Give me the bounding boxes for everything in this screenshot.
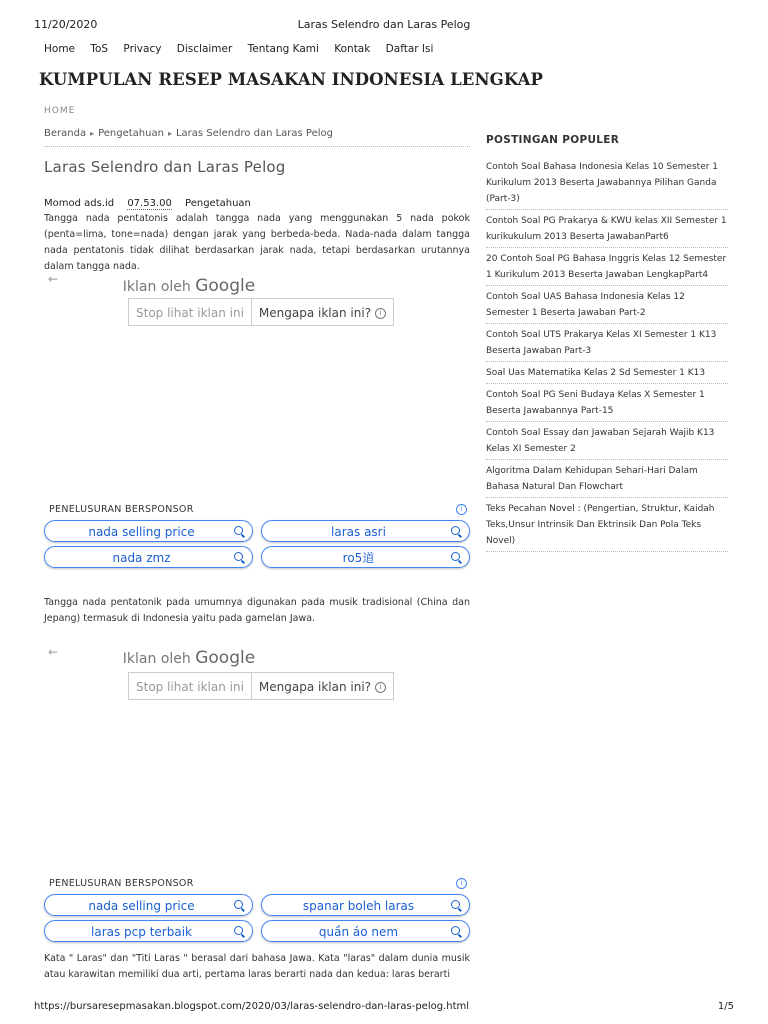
- back-arrow-icon[interactable]: ←: [48, 272, 59, 286]
- ad-feedback-buttons: [128, 672, 394, 700]
- page-url: https://bursaresepmasakan.blogspot.com/2020/03/laras-selendro-dan-laras-pelog.html: [34, 1001, 470, 1012]
- chip-label: nada selling price: [88, 525, 195, 539]
- chip-label: ro5道: [342, 551, 375, 565]
- nav-tos[interactable]: ToS: [90, 43, 109, 55]
- why-this-ad-button[interactable]: [251, 672, 394, 700]
- breadcrumb-current: Laras Selendro dan Laras Pelog: [175, 128, 333, 139]
- google-logo: Google: [195, 276, 256, 296]
- popular-post-link[interactable]: Contoh Soal UAS Bahasa Indonesia Kelas 12 Semester 1 Beserta Jawaban Part-2: [486, 289, 728, 324]
- popular-post-link[interactable]: Algoritma Dalam Kehidupan Sehari-Hari Dalam Bahasa Natural Dan Flowchart: [486, 463, 728, 498]
- sponsored-title: PENELUSURAN BERSPONSOR: [49, 504, 194, 515]
- sponsored-heading: [44, 878, 470, 892]
- sponsored-title: PENELUSURAN BERSPONSOR: [49, 878, 194, 889]
- popular-post-link[interactable]: Teks Pecahan Novel : (Pengertian, Struktur, Kaidah Teks,Unsur Intrinsik Dan Ektrinsik Dan Pola Teks Novel): [486, 501, 728, 552]
- sponsored-search-chip[interactable]: [44, 920, 253, 942]
- popular-post-link[interactable]: Contoh Soal Essay dan Jawaban Sejarah Wajib K13 Kelas XI Semester 2: [486, 425, 728, 460]
- popular-post-link[interactable]: Soal Uas Matematika Kelas 2 Sd Semester 1 K13: [486, 365, 728, 384]
- ad-by-google-label: [44, 276, 334, 296]
- ad-label-text: Iklan oleh: [122, 279, 191, 295]
- search-icon: [234, 526, 243, 535]
- ad-label-text: Iklan oleh: [122, 651, 191, 667]
- post-title: Laras Selendro dan Laras Pelog: [44, 158, 286, 176]
- search-icon: [234, 900, 243, 909]
- breadcrumb: [44, 128, 470, 147]
- breadcrumb-category[interactable]: Pengetahuan: [98, 128, 164, 139]
- chip-label: laras asri: [331, 525, 386, 539]
- breadcrumb-home[interactable]: Beranda: [44, 128, 87, 139]
- sponsored-search: [44, 878, 470, 942]
- sidebar-title: POSTINGAN POPULER: [486, 134, 620, 146]
- sponsored-heading: [44, 504, 470, 518]
- ad-by-google-label: [44, 648, 334, 668]
- post-paragraph: Tangga nada pentatonis adalah tangga nada yang menggunakan 5 nada pokok (penta=lima, tone=nada) dengan jarak yang berbeda-beda. Nada-nada dalam tangga nada pentatonis tidak dilihat berdasarkan jarak nada, tetapi berdasarkan urutannya dalam tangga nada.: [44, 213, 470, 272]
- post-label[interactable]: Pengetahuan: [185, 198, 251, 209]
- sidebar-popular-posts: [486, 134, 728, 555]
- back-arrow-icon[interactable]: ←: [48, 645, 59, 659]
- ad-choices-icon[interactable]: i: [456, 878, 467, 889]
- info-icon: i: [375, 308, 386, 319]
- chip-label: nada zmz: [112, 551, 171, 565]
- chip-label: spanar boleh laras: [302, 899, 415, 913]
- google-logo: Google: [195, 648, 256, 668]
- search-icon: [451, 900, 460, 909]
- popular-post-link[interactable]: Contoh Soal PG Seni Budaya Kelas X Semester 1 Beserta Jawabannya Part-15: [486, 387, 728, 422]
- why-this-ad-label: Mengapa iklan ini?: [258, 680, 372, 694]
- stop-seeing-ad-button[interactable]: Stop lihat iklan ini: [128, 672, 252, 700]
- sponsored-search: [44, 504, 470, 568]
- info-icon: i: [375, 682, 386, 693]
- why-this-ad-button[interactable]: [251, 298, 394, 326]
- sponsored-search-chip[interactable]: [261, 546, 470, 568]
- popular-post-link[interactable]: Contoh Soal UTS Prakarya Kelas XI Semester 1 K13 Beserta Jawaban Part-3: [486, 327, 728, 362]
- search-icon: [234, 552, 243, 561]
- sponsored-search-chip[interactable]: [44, 520, 253, 542]
- nav-privacy[interactable]: Privacy: [123, 43, 162, 55]
- ad-feedback-buttons: [128, 298, 394, 326]
- top-nav: [44, 43, 445, 55]
- breadcrumb-separator: ▸: [167, 129, 172, 138]
- print-footer: [34, 1001, 734, 1012]
- chip-label: nada selling price: [88, 899, 195, 913]
- post-meta: [44, 198, 470, 209]
- stop-seeing-ad-button[interactable]: Stop lihat iklan ini: [128, 298, 252, 326]
- chip-label: laras pcp terbaik: [91, 925, 192, 939]
- chip-label: quần áo nem: [318, 925, 399, 939]
- site-title[interactable]: KUMPULAN RESEP MASAKAN INDONESIA LENGKAP: [39, 70, 544, 89]
- post-paragraph: Kata " Laras" dan "Titi Laras " berasal dari bahasa Jawa. Kata "laras" dalam dunia musik atau karawitan memiliki dua arti, pertama laras berarti nada dan kedua: laras berarti: [44, 953, 470, 980]
- print-title: Laras Selendro dan Laras Pelog: [297, 18, 471, 31]
- popular-post-link[interactable]: 20 Contoh Soal PG Bahasa Inggris Kelas 12 Semester 1 Kurikulum 2013 Beserta Jawaban LengkapPart4: [486, 251, 728, 286]
- sponsored-search-chip[interactable]: [261, 520, 470, 542]
- search-icon: [451, 526, 460, 535]
- post-time[interactable]: 07.53.00: [127, 198, 172, 209]
- home-link[interactable]: HOME: [44, 106, 76, 116]
- sponsored-search-chip[interactable]: [261, 920, 470, 942]
- sponsored-search-chip[interactable]: [44, 894, 253, 916]
- post-paragraph: Tangga nada pentatonik pada umumnya digunakan pada musik tradisional (China dan Jepang) termasuk di Indonesia yaitu pada gamelan Jawa.: [44, 597, 470, 624]
- sponsored-chips: [44, 520, 470, 568]
- page-number: 1/5: [717, 1001, 734, 1012]
- why-this-ad-label: Mengapa iklan ini?: [258, 306, 372, 320]
- search-icon: [451, 926, 460, 935]
- nav-about[interactable]: Tentang Kami: [247, 43, 319, 55]
- ad-block: [44, 645, 470, 945]
- nav-home[interactable]: Home: [44, 43, 76, 55]
- popular-post-link[interactable]: Contoh Soal PG Prakarya & KWU kelas XII Semester 1 kurikukulum 2013 Beserta JawabanPart6: [486, 213, 728, 248]
- sponsored-search-chip[interactable]: [261, 894, 470, 916]
- sponsored-search-chip[interactable]: [44, 546, 253, 568]
- popular-post-link[interactable]: Contoh Soal Bahasa Indonesia Kelas 10 Semester 1 Kurikulum 2013 Beserta Jawabannya Pilihan Ganda (Part-3): [486, 159, 728, 210]
- post-author[interactable]: Momod ads.id: [44, 198, 115, 209]
- nav-sitemap[interactable]: Daftar Isi: [385, 43, 434, 55]
- search-icon: [234, 926, 243, 935]
- breadcrumb-separator: ▸: [90, 129, 95, 138]
- sponsored-chips: [44, 894, 470, 942]
- ad-block: [44, 272, 470, 578]
- print-date: 11/20/2020: [34, 18, 98, 31]
- print-header: [0, 0, 768, 40]
- nav-disclaimer[interactable]: Disclaimer: [176, 43, 233, 55]
- ad-choices-icon[interactable]: i: [456, 504, 467, 515]
- nav-contact[interactable]: Kontak: [334, 43, 371, 55]
- search-icon: [451, 552, 460, 561]
- post-main: [44, 128, 470, 275]
